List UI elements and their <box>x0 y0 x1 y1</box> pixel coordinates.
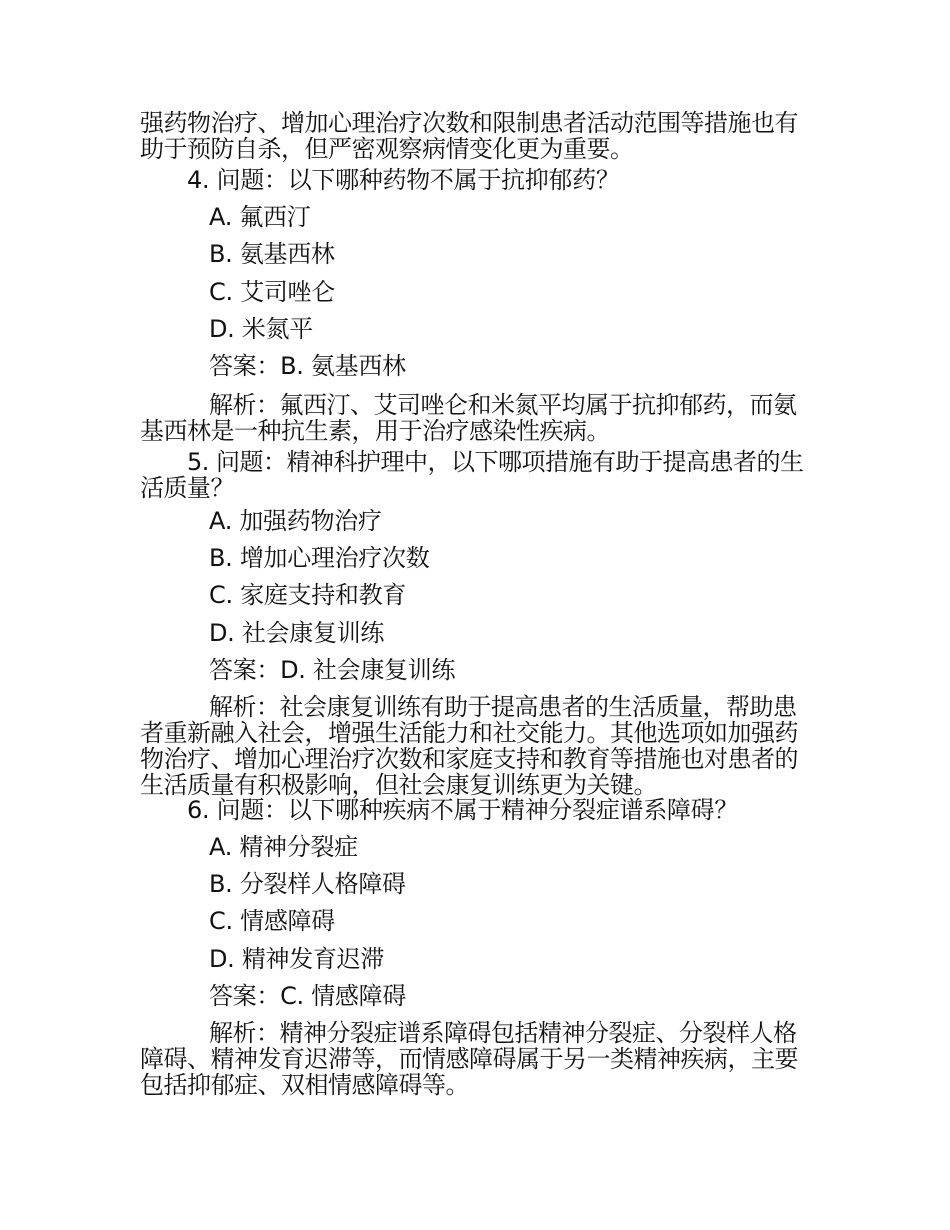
q6-option-b: B. 分裂样人格障碍 <box>209 870 406 898</box>
q4-analysis: 解析：氟西汀、艾司唑仑和米氮平均属于抗抑郁药，而氨基西林是一种抗生素，用于治疗感染性疾病。 <box>140 391 797 445</box>
q5-analysis: 解析：社会康复训练有助于提高患者的生活质量，帮助患者重新融入社会，增强生活能力和社交能力。其他选项如加强药物治疗、增加心理治疗次数和家庭支持和教育等措施也对患者的生活质量有积极影响，但社会康复训练更为关键。 <box>140 693 798 799</box>
q4-option-b: B. 氨基西林 <box>209 240 335 268</box>
q6-option-a: A. 精神分裂症 <box>209 833 358 861</box>
q6-option-c: C. 情感障碍 <box>209 907 335 935</box>
q4-option-d: D. 米氮平 <box>209 315 313 343</box>
q4-option-c: C. 艾司唑仑 <box>209 278 335 306</box>
q6-question: 6. 问题：以下哪种疾病不属于精神分裂症谱系障碍？ <box>187 796 739 824</box>
q6-option-d: D. 精神发育迟滞 <box>209 945 385 973</box>
q5-option-c: C. 家庭支持和教育 <box>209 581 407 609</box>
q5-option-d: D. 社会康复训练 <box>209 619 385 647</box>
q5-option-b: B. 增加心理治疗次数 <box>209 544 430 572</box>
q5-option-a: A. 加强药物治疗 <box>209 507 382 535</box>
q4-question: 4. 问题：以下哪种药物不属于抗抑郁药？ <box>187 166 620 194</box>
q4-answer: 答案：B. 氨基西林 <box>209 352 406 380</box>
q4-option-a: A. 氟西汀 <box>209 203 311 231</box>
q5-question: 5. 问题：精神科护理中，以下哪项措施有助于提高患者的生活质量？ <box>140 448 804 502</box>
q6-analysis: 解析：精神分裂症谱系障碍包括精神分裂症、分裂样人格障碍、精神发育迟滞等，而情感障碍属于另一类精神疾病，主要包括抑郁症、双相情感障碍等。 <box>140 1019 798 1099</box>
q5-answer: 答案：D. 社会康复训练 <box>209 656 456 684</box>
q6-answer: 答案：C. 情感障碍 <box>209 982 407 1010</box>
intro-paragraph: 强药物治疗、增加心理治疗次数和限制患者活动范围等措施也有助于预防自杀，但严密观察病情变化更为重要。 <box>140 109 798 163</box>
